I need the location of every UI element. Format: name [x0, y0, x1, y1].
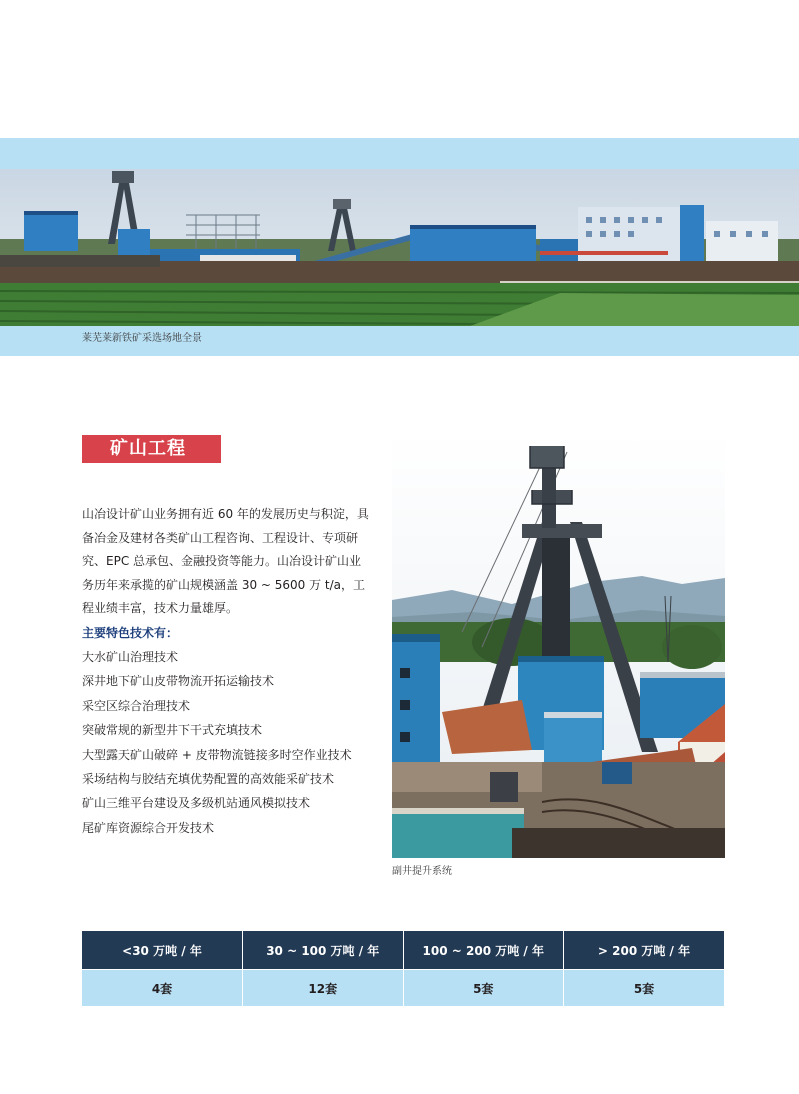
- capacity-table: [82, 931, 724, 1006]
- list-item: 矿山三维平台建设及多级机站通风模拟技术: [82, 796, 311, 811]
- intro-paragraph: 山冶设计矿山业务拥有近 60 年的发展历史与积淀，具备冶金及建材各类矿山工程咨询、工程设计、专项研究、EPC 总承包、金融投资等能力。山冶设计矿山业务历年来承揽的矿山规模涵盖 30 ~ 5600 万 t/a，工程业绩丰富，技术力量雄厚。: [82, 507, 369, 616]
- table-header-cell: <30 万吨 / 年: [82, 931, 243, 970]
- table-header-row: [82, 931, 724, 970]
- table-cell: 12套: [243, 970, 404, 1007]
- table-header-cell: 100 ~ 200 万吨 / 年: [403, 931, 564, 970]
- list-item: 尾矿库资源综合开发技术: [82, 820, 215, 835]
- mine-panorama-image: [0, 169, 799, 326]
- table-cell: 5套: [403, 970, 564, 1007]
- list-item: 采空区综合治理技术: [82, 698, 191, 713]
- section-title: 矿山工程: [82, 435, 221, 463]
- list-item: 大水矿山治理技术: [82, 650, 179, 664]
- table-cell: 5套: [564, 970, 725, 1007]
- table-row: [82, 970, 724, 1007]
- photo-caption: 副井提升系统: [392, 866, 452, 877]
- features-title: 主要特色技术有：: [82, 626, 179, 640]
- features-list: [82, 649, 352, 844]
- table-header-cell: > 200 万吨 / 年: [564, 931, 725, 970]
- panorama-caption: 莱芜莱新铁矿采选场地全景: [82, 333, 202, 344]
- list-item: 采场结构与胶结充填优势配置的高效能采矿技术: [82, 771, 335, 786]
- table-header-cell: 30 ~ 100 万吨 / 年: [243, 931, 404, 970]
- list-item: 突破常规的新型井下干式充填技术: [82, 723, 263, 738]
- table-cell: 4套: [82, 970, 243, 1007]
- headframe-photo: [392, 432, 725, 858]
- list-item: 深井地下矿山皮带物流开拓运输技术: [82, 674, 275, 689]
- list-item: 大型露天矿山破碎 + 皮带物流链接多时空作业技术: [82, 747, 352, 762]
